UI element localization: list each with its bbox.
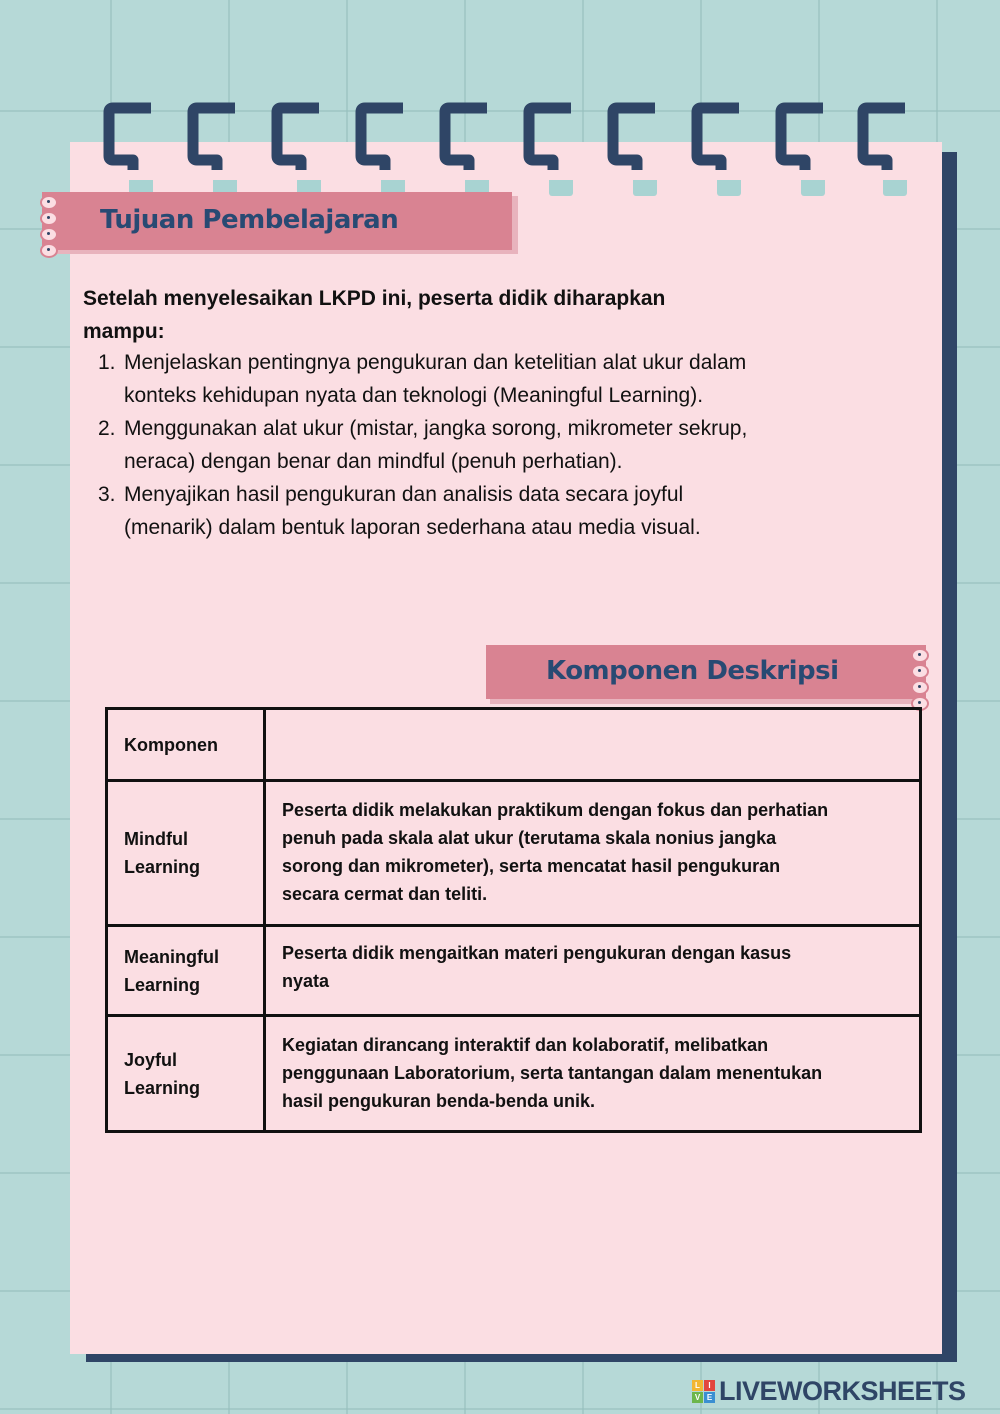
binder-ring-icon (103, 100, 157, 176)
component-name-cell: Meaningful Learning (107, 926, 265, 1016)
banner-spiral-right (911, 648, 929, 711)
binder-ring-icon (187, 100, 241, 176)
header-cell-komponen: Komponen (107, 709, 265, 781)
binder-ring-icon (691, 100, 745, 176)
components-banner (486, 645, 926, 699)
objectives-intro: Setelah menyelesaikan LKPD ini, peserta didik diharapkan mampu: (83, 287, 666, 343)
list-item: 2. Menggunakan alat ukur (mistar, jangka sorong, mikrometer sekrup, neraca) dengan benar dan mindful (penuh perhatian). (98, 417, 748, 473)
list-item: 1. Menjelaskan pentingnya pengukuran dan ketelitian alat ukur dalam konteks kehidupan nyata dan teknologi (Meaningful Learning). (98, 351, 747, 407)
logo-text: LIVEWORKSHEETS (719, 1376, 966, 1406)
table-row (107, 1016, 921, 1132)
ring-tab (717, 180, 741, 196)
header-cell-deskripsi (265, 709, 921, 781)
ring-tab (633, 180, 657, 196)
ring-tab (883, 180, 907, 196)
binder-ring-icon (523, 100, 577, 176)
binder-ring-icon (775, 100, 829, 176)
table-row (107, 926, 921, 1016)
component-name-cell: Mindful Learning (107, 781, 265, 926)
component-name-cell: Joyful Learning (107, 1016, 265, 1132)
ring-tab (549, 180, 573, 196)
table-header-row (107, 709, 921, 781)
binder-ring-icon (439, 100, 493, 176)
component-desc-cell: Kegiatan dirancang interaktif dan kolaboratif, melibatkan penggunaan Laboratorium, serta tantangan dalam menentukan hasil pengukuran benda-benda unik. (265, 1016, 921, 1132)
logo-blocks-icon: L I V E (692, 1380, 715, 1403)
binder-ring-icon (355, 100, 409, 176)
objectives-title: Tujuan Pembelajaran (100, 205, 399, 235)
component-desc-cell: Peserta didik mengaitkan materi pengukuran dengan kasus nyata (265, 926, 921, 1016)
list-item: 3. Menyajikan hasil pengukuran dan analisis data secara joyful (menarik) dalam bentuk laporan sederhana atau media visual. (98, 483, 701, 539)
binder-ring-icon (857, 100, 911, 176)
ring-tab (801, 180, 825, 196)
components-title: Komponen Deskripsi (546, 656, 839, 686)
liveworksheets-logo[interactable] (692, 1376, 966, 1407)
component-desc-cell: Peserta didik melakukan praktikum dengan fokus dan perhatian penuh pada skala alat ukur (terutama skala nonius jangka sorong dan mikrometer), serta mencatat hasil pengukuran secara cermat dan teliti. (265, 781, 921, 926)
objectives-banner (42, 192, 512, 250)
components-table (105, 707, 922, 1133)
objectives-list (98, 346, 858, 544)
banner-spiral-left (40, 195, 58, 258)
table-row (107, 781, 921, 926)
binder-ring-icon (271, 100, 325, 176)
binder-ring-icon (607, 100, 661, 176)
